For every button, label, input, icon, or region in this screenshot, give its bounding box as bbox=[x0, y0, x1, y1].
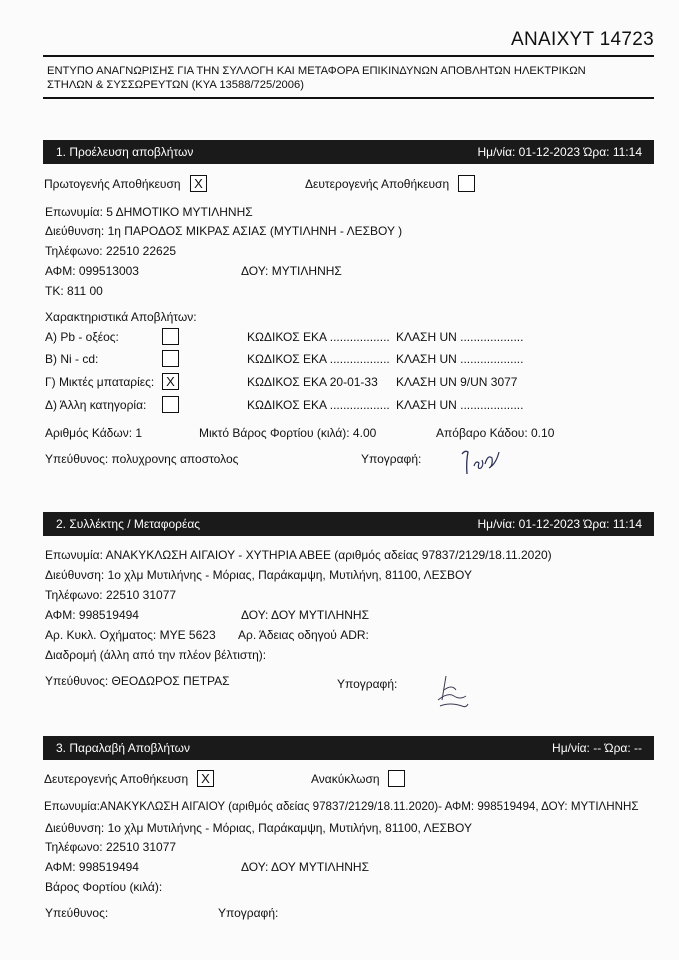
s1-afm: ΑΦΜ: 099513003 bbox=[45, 264, 139, 278]
waste-row-checkbox[interactable] bbox=[162, 328, 179, 345]
waste-row-label: Γ) Μικτές μπαταρίες: bbox=[45, 375, 155, 389]
document-number: ΑΝΑΙΧΥΤ 14723 bbox=[511, 29, 654, 50]
waste-row-un: ΚΛΑΣΗ UN ................... bbox=[396, 398, 524, 412]
waste-row-un: ΚΛΑΣΗ UN 9/UN 3077 bbox=[396, 375, 518, 389]
s1-signature-image bbox=[452, 440, 512, 480]
recycling-checkbox[interactable] bbox=[388, 770, 405, 787]
section-1-title: 1. Προέλευση αποβλήτων bbox=[56, 145, 194, 159]
waste-row-label: Α) Pb - οξέος: bbox=[45, 330, 119, 344]
waste-row-un: ΚΛΑΣΗ UN ................... bbox=[396, 330, 524, 344]
document-title-line-1: ΕΝΤΥΠΟ ΑΝΑΓΝΩΡΙΣΗΣ ΓΙΑ ΤΗΝ ΣΥΛΛΟΓΗ ΚΑΙ ΜΕΤΑΦΟΡΑ ΕΠΙΚΙΝΔΥΝΩΝ ΑΠΟΒΛΗΤΩΝ ΗΛΕΚΤΡΙΚΩΝ bbox=[47, 65, 586, 77]
s1-doy: ΔΟΥ: ΜΥΤΙΛΗΝΗΣ bbox=[241, 264, 342, 278]
waste-row-eka: ΚΩΔΙΚΟΣ ΕΚΑ .................. bbox=[247, 398, 390, 412]
s2-afm: ΑΦΜ: 998519494 bbox=[45, 608, 139, 622]
s3-signature-label: Υπογραφή: bbox=[218, 906, 279, 920]
primary-storage-label: Πρωτογενής Αποθήκευση bbox=[44, 177, 181, 191]
s3-afm: ΑΦΜ: 998519494 bbox=[45, 860, 139, 874]
gross-weight: Μικτό Βάρος Φορτίου (κιλά): 4.00 bbox=[199, 426, 377, 440]
s2-vehicle: Αρ. Κυκλ. Οχήματος: ΜΥΕ 5623 bbox=[45, 628, 216, 642]
s2-responsible: Υπεύθυνος: ΘΕΟΔΩΡΟΣ ΠΕΤΡΑΣ bbox=[45, 674, 230, 688]
recycling-label: Ανακύκλωση bbox=[311, 772, 380, 786]
s3-address: Διεύθυνση: 1ο χλμ Μυτιλήνης - Μόριας, Παράκαμψη, Μυτιλήνη, 81100, ΛΕΣΒΟΥ bbox=[45, 821, 472, 835]
waste-row-un: ΚΛΑΣΗ UN ................... bbox=[396, 352, 524, 366]
waste-row-label: Β) Ni - cd: bbox=[45, 352, 99, 366]
s2-doy: ΔΟΥ: ΔΟΥ ΜΥΤΙΛΗΝΗΣ bbox=[241, 608, 369, 622]
s1-responsible: Υπεύθυνος: πολυχρονης αποστολος bbox=[45, 452, 239, 466]
title-rule bbox=[43, 97, 654, 99]
tare-weight: Απόβαρο Κάδου: 0.10 bbox=[436, 426, 555, 440]
s2-name: Επωνυμία: ΑΝΑΚΥΚΛΩΣΗ ΑΙΓΑΙΟΥ - ΧΥΤΗΡΙΑ ΑΒΕΕ (αριθμός αδείας 97837/2129/18.11.2020) bbox=[45, 548, 552, 562]
s3-responsible: Υπεύθυνος: bbox=[45, 906, 109, 920]
s1-name: Επωνυμία: 5 ΔΗΜΟΤΙΚΟ ΜΥΤΙΛΗΝΗΣ bbox=[45, 205, 253, 219]
section-3-title: 3. Παραλαβή Αποβλήτων bbox=[56, 741, 191, 755]
primary-storage-checkbox[interactable]: X bbox=[190, 175, 207, 192]
waste-row-checkbox[interactable] bbox=[162, 350, 179, 367]
waste-row-eka: ΚΩΔΙΚΟΣ ΕΚΑ 20-01-33 bbox=[247, 375, 378, 389]
s2-address: Διεύθυνση: 1ο χλμ Μυτιλήνης - Μόριας, Παράκαμψη, Μυτιλήνη, 81100, ΛΕΣΒΟΥ bbox=[45, 568, 472, 582]
s3-secondary-storage-label: Δευτερογενής Αποθήκευση bbox=[44, 772, 189, 786]
s2-phone: Τηλέφωνο: 22510 31077 bbox=[45, 588, 177, 602]
section-2-datetime: Ημ/νία: 01-12-2023 Ώρα: 11:14 bbox=[477, 517, 642, 531]
waste-row-checkbox[interactable]: X bbox=[162, 373, 179, 390]
section-2-title: 2. Συλλέκτης / Μεταφορέας bbox=[56, 517, 201, 531]
bins-count: Αριθμός Κάδων: 1 bbox=[45, 426, 143, 440]
section-2-header bbox=[43, 512, 654, 536]
secondary-storage-checkbox[interactable] bbox=[458, 175, 475, 192]
s3-phone: Τηλέφωνο: 22510 31077 bbox=[45, 840, 177, 854]
s2-route: Διαδρομή (άλλη από την πλέον βέλτιστη): bbox=[45, 648, 267, 662]
section-1-header bbox=[43, 140, 654, 164]
s3-weight: Βάρος Φορτίου (κιλά): bbox=[45, 880, 163, 894]
s2-adr: Αρ. Άδειας οδηγού ADR: bbox=[238, 628, 369, 642]
s1-tk: ΤΚ: 811 00 bbox=[45, 284, 103, 298]
secondary-storage-label: Δευτερογενής Αποθήκευση bbox=[305, 177, 450, 191]
s3-secondary-storage-checkbox[interactable]: X bbox=[197, 770, 214, 787]
waste-row-label: Δ) Άλλη κατηγορία: bbox=[45, 398, 147, 412]
s3-doy: ΔΟΥ: ΔΟΥ ΜΥΤΙΛΗΝΗΣ bbox=[241, 860, 369, 874]
document-title bbox=[47, 64, 586, 92]
section-1-datetime: Ημ/νία: 01-12-2023 Ώρα: 11:14 bbox=[477, 145, 642, 159]
s1-address: Διεύθυνση: 1η ΠΑΡΟΔΟΣ ΜΙΚΡΑΣ ΑΣΙΑΣ (ΜΥΤΙΛΗΝΗ - ΛΕΣΒΟΥ ) bbox=[45, 224, 403, 238]
section-3-header bbox=[43, 736, 654, 760]
waste-row-eka: ΚΩΔΙΚΟΣ ΕΚΑ .................. bbox=[247, 352, 390, 366]
section-3-datetime: Ημ/νία: -- Ώρα: -- bbox=[552, 741, 642, 755]
characteristics-label: Χαρακτηριστικά Αποβλήτων: bbox=[45, 310, 197, 324]
waste-row-checkbox[interactable] bbox=[162, 396, 179, 413]
s2-signature-image bbox=[432, 670, 472, 715]
s1-signature-label: Υπογραφή: bbox=[361, 452, 422, 466]
top-rule bbox=[43, 55, 654, 57]
s1-phone: Τηλέφωνο: 22510 22625 bbox=[45, 244, 177, 258]
document-title-line-2: ΣΤΗΛΩΝ & ΣΥΣΣΩΡΕΥΤΩΝ (ΚΥΑ 13588/725/2006) bbox=[47, 79, 304, 91]
s2-signature-label: Υπογραφή: bbox=[337, 677, 398, 691]
waste-row-eka: ΚΩΔΙΚΟΣ ΕΚΑ .................. bbox=[247, 330, 390, 344]
s3-name: Επωνυμία:ΑΝΑΚΥΚΛΩΣΗ ΑΙΓΑΙΟΥ (αριθμός αδείας 97837/2129/18.11.2020)- ΑΦΜ: 998519494, ΔΟΥ: ΜΥΤΙΛΗΝΗΣ bbox=[44, 800, 639, 813]
